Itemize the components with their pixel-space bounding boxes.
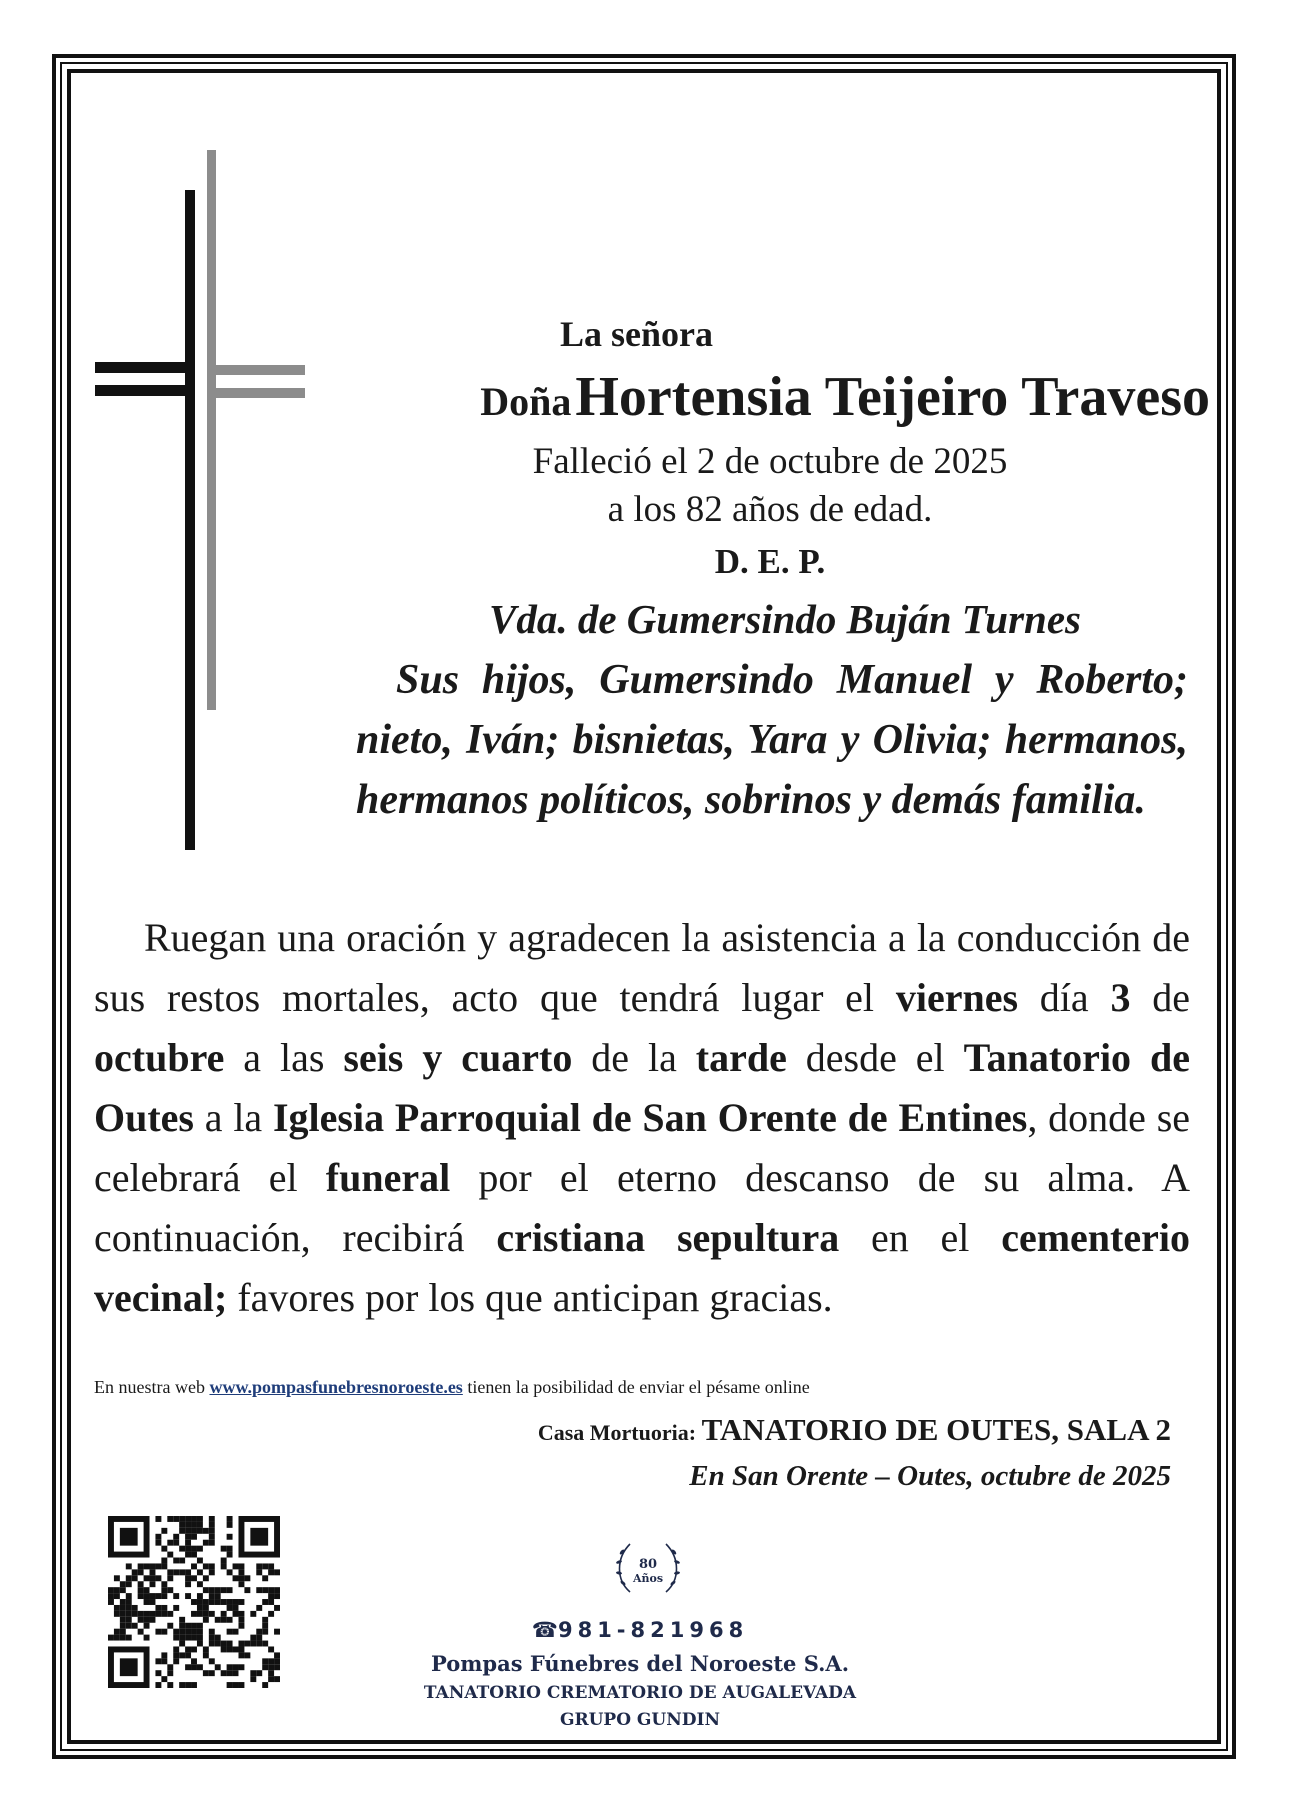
qr-code[interactable] xyxy=(108,1516,280,1688)
funeral-announcement xyxy=(94,908,1190,1328)
company-name: Pompas Fúnebres del Noroeste S.A. xyxy=(430,1651,850,1676)
full-name: Hortensia Teijeiro Traveso xyxy=(575,366,1210,428)
place-date: En San Orente – Outes, octubre de 2025 xyxy=(689,1460,1171,1492)
announcement-emphasis: octubre xyxy=(94,1035,225,1080)
funeral-home-line xyxy=(538,1412,1171,1448)
crematorium-name: TANATORIO CREMATORIO DE AUGALEVADA xyxy=(423,1683,857,1703)
announcement-emphasis: 3 xyxy=(1110,975,1131,1020)
announcement-emphasis: cristiana sepultura xyxy=(496,1215,840,1260)
announcement-emphasis: tarde xyxy=(695,1035,787,1080)
announcement-text: día xyxy=(1018,975,1111,1020)
website-link[interactable]: www.pompasfunebresnoroeste.es xyxy=(209,1377,463,1397)
web-suffix: tienen la posibilidad de enviar el pésame online xyxy=(462,1377,810,1397)
group-name: GRUPO GUNDIN xyxy=(559,1710,721,1730)
qr-finder-center xyxy=(250,1528,268,1546)
announcement-emphasis: Tanatorio de Outes xyxy=(94,1035,1190,1140)
anniversary-badge-icon xyxy=(608,1530,688,1610)
announcement-text: en el xyxy=(839,1215,1002,1260)
phone-line[interactable] xyxy=(440,1618,840,1642)
casa-value: TANATORIO DE OUTES, SALA 2 xyxy=(701,1412,1171,1447)
web-notice xyxy=(94,1377,810,1398)
honorific-line: La señora xyxy=(560,314,713,354)
qr-finder-center xyxy=(120,1658,138,1676)
announcement-text: a la xyxy=(194,1095,273,1140)
announcement-emphasis: viernes xyxy=(895,975,1019,1020)
web-prefix: En nuestra web xyxy=(94,1377,210,1397)
age-line: a los 82 años de edad. xyxy=(607,489,933,530)
title-prefix: Doña xyxy=(480,379,572,424)
cross-icon xyxy=(95,150,305,850)
announcement-text: , donde se celebrará el xyxy=(94,1095,1191,1200)
phone-number: 981-821968 xyxy=(557,1618,749,1642)
dep-line: D. E. P. xyxy=(714,542,826,581)
announcement-text: de la xyxy=(572,1035,696,1080)
deceased-name xyxy=(330,365,1210,429)
badge-number: 80 xyxy=(638,1557,658,1572)
announcement-text: desde el xyxy=(786,1035,964,1080)
announcement-emphasis: seis y cuarto xyxy=(343,1035,573,1080)
announcement-text: favores por los que anticipan gracias. xyxy=(227,1275,833,1320)
family-list: Sus hijos, Gumersindo Manuel y Roberto; nieto, Iván; bisnietas, Yara y Olivia; hermanos, hermanos políticos, sobrinos y demás familia. xyxy=(356,657,1188,823)
announcement-emphasis: Iglesia Parroquial de San Orente de Entines xyxy=(272,1095,1028,1140)
announcement-emphasis: cementerio vecinal; xyxy=(94,1215,1190,1320)
widow-line: Vda. de Gumersindo Buján Turnes xyxy=(489,596,1081,642)
announcement-text: a las xyxy=(224,1035,344,1080)
announcement-emphasis: funeral xyxy=(325,1155,451,1200)
badge-word: Años xyxy=(632,1572,664,1585)
announcement-text: Ruegan una oración y agradecen la asistencia a la conducción de sus restos mortales, acto que tendrá lugar el xyxy=(94,915,1190,1020)
casa-label: Casa Mortuoria: xyxy=(537,1420,702,1445)
qr-finder-center xyxy=(120,1528,138,1546)
announcement-text: por el eterno descanso de su alma. A continuación, recibirá xyxy=(94,1155,1191,1260)
announcement-text: de xyxy=(1130,975,1190,1020)
phone-icon: ☎ xyxy=(531,1618,558,1642)
death-date: Falleció el 2 de octubre de 2025 xyxy=(532,441,1008,482)
